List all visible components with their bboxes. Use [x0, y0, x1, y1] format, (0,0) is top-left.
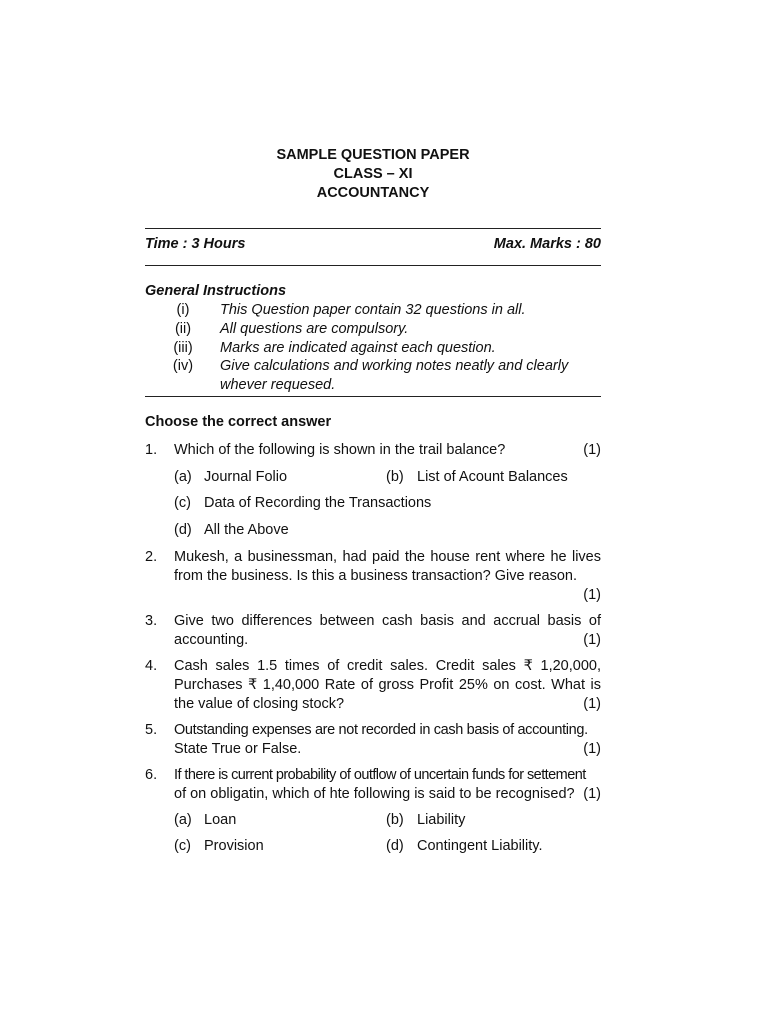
question-text-line: of on obligatin, which of hte following is said to be recognised? [174, 786, 575, 802]
option-label: (b) [386, 812, 404, 828]
question-text [174, 766, 601, 804]
option-label: (d) [174, 522, 192, 538]
question-marks: (1) [583, 632, 601, 648]
instruction-number: (iv) [172, 358, 194, 374]
question-text-line: the value of closing stock? [174, 696, 345, 712]
question-text [174, 721, 601, 759]
option-text: All the Above [204, 522, 289, 538]
question-text-line: Give two differences between cash basis and accrual basis of [174, 613, 601, 629]
paper-title [145, 146, 601, 203]
instruction-text-line: whever requesed. [220, 377, 336, 393]
title-line-1: SAMPLE QUESTION PAPER [276, 147, 470, 163]
divider-bottom [145, 396, 601, 397]
option-label: (d) [386, 838, 404, 854]
question-number: 1. [145, 442, 158, 458]
option-label: (a) [174, 469, 192, 485]
question-number: 3. [145, 613, 158, 629]
max-marks-label: Max. Marks : 80 [493, 236, 601, 252]
divider-middle [145, 265, 601, 266]
question-text-line: State True or False. [174, 741, 302, 757]
instruction-text: Marks are indicated against each question. [220, 340, 496, 356]
question-number: 4. [145, 658, 158, 674]
question-text-line: accounting. [174, 632, 249, 648]
option-text: Liability [417, 812, 466, 828]
question-marks: (1) [583, 587, 601, 603]
option-label: (c) [174, 495, 191, 511]
question-number: 5. [145, 722, 158, 738]
instruction-text-line: Give calculations and working notes neatly and clearly [220, 358, 569, 374]
instruction-text [220, 357, 601, 395]
question-text-line: Which of the following is shown in the trail balance? [174, 442, 506, 458]
divider-top [145, 228, 601, 229]
question-text [174, 441, 601, 460]
instruction-number: (ii) [174, 321, 192, 337]
instruction-number: (iii) [173, 340, 193, 356]
time-label: Time : 3 Hours [145, 236, 246, 252]
question-text [174, 548, 601, 586]
option-text: Provision [204, 838, 264, 854]
option-label: (a) [174, 812, 192, 828]
question-text-line: from the business. Is this a business transaction? Give reason. [174, 568, 577, 584]
option-text: List of Acount Balances [417, 469, 568, 485]
instruction-text: This Question paper contain 32 questions in all. [220, 302, 526, 318]
title-line-2: CLASS – XI [333, 166, 413, 182]
question-marks: (1) [583, 442, 601, 458]
option-text: Data of Recording the Transactions [204, 495, 432, 511]
question-text-line: Mukesh, a businessman, had paid the house rent where he lives [174, 549, 601, 565]
instruction-number: (i) [176, 302, 190, 318]
general-instructions-heading: General Instructions [145, 283, 287, 299]
instruction-text: All questions are compulsory. [220, 321, 409, 337]
question-text [174, 612, 601, 650]
question-number: 2. [145, 549, 158, 565]
option-label: (b) [386, 469, 404, 485]
question-marks: (1) [583, 786, 601, 802]
time-marks-bar [145, 235, 601, 254]
section-heading: Choose the correct answer [145, 414, 332, 430]
option-text: Loan [204, 812, 237, 828]
question-text [174, 657, 601, 714]
title-line-3: ACCOUNTANCY [316, 185, 430, 201]
question-text-line: Cash sales 1.5 times of credit sales. Credit sales ₹ 1,20,000, [174, 658, 601, 674]
question-marks: (1) [583, 741, 601, 757]
question-number: 6. [145, 767, 158, 783]
question-text-line: Outstanding expenses are not recorded in cash basis of accounting. [174, 722, 588, 738]
option-label: (c) [174, 838, 191, 854]
question-marks: (1) [583, 696, 601, 712]
question-text-line: Purchases ₹ 1,40,000 Rate of gross Profit 25% on cost. What is [174, 677, 601, 693]
option-text: Journal Folio [204, 469, 288, 485]
question-text-line: If there is current probability of outflow of uncertain funds for settement [174, 767, 586, 783]
option-text: Contingent Liability. [417, 838, 543, 854]
